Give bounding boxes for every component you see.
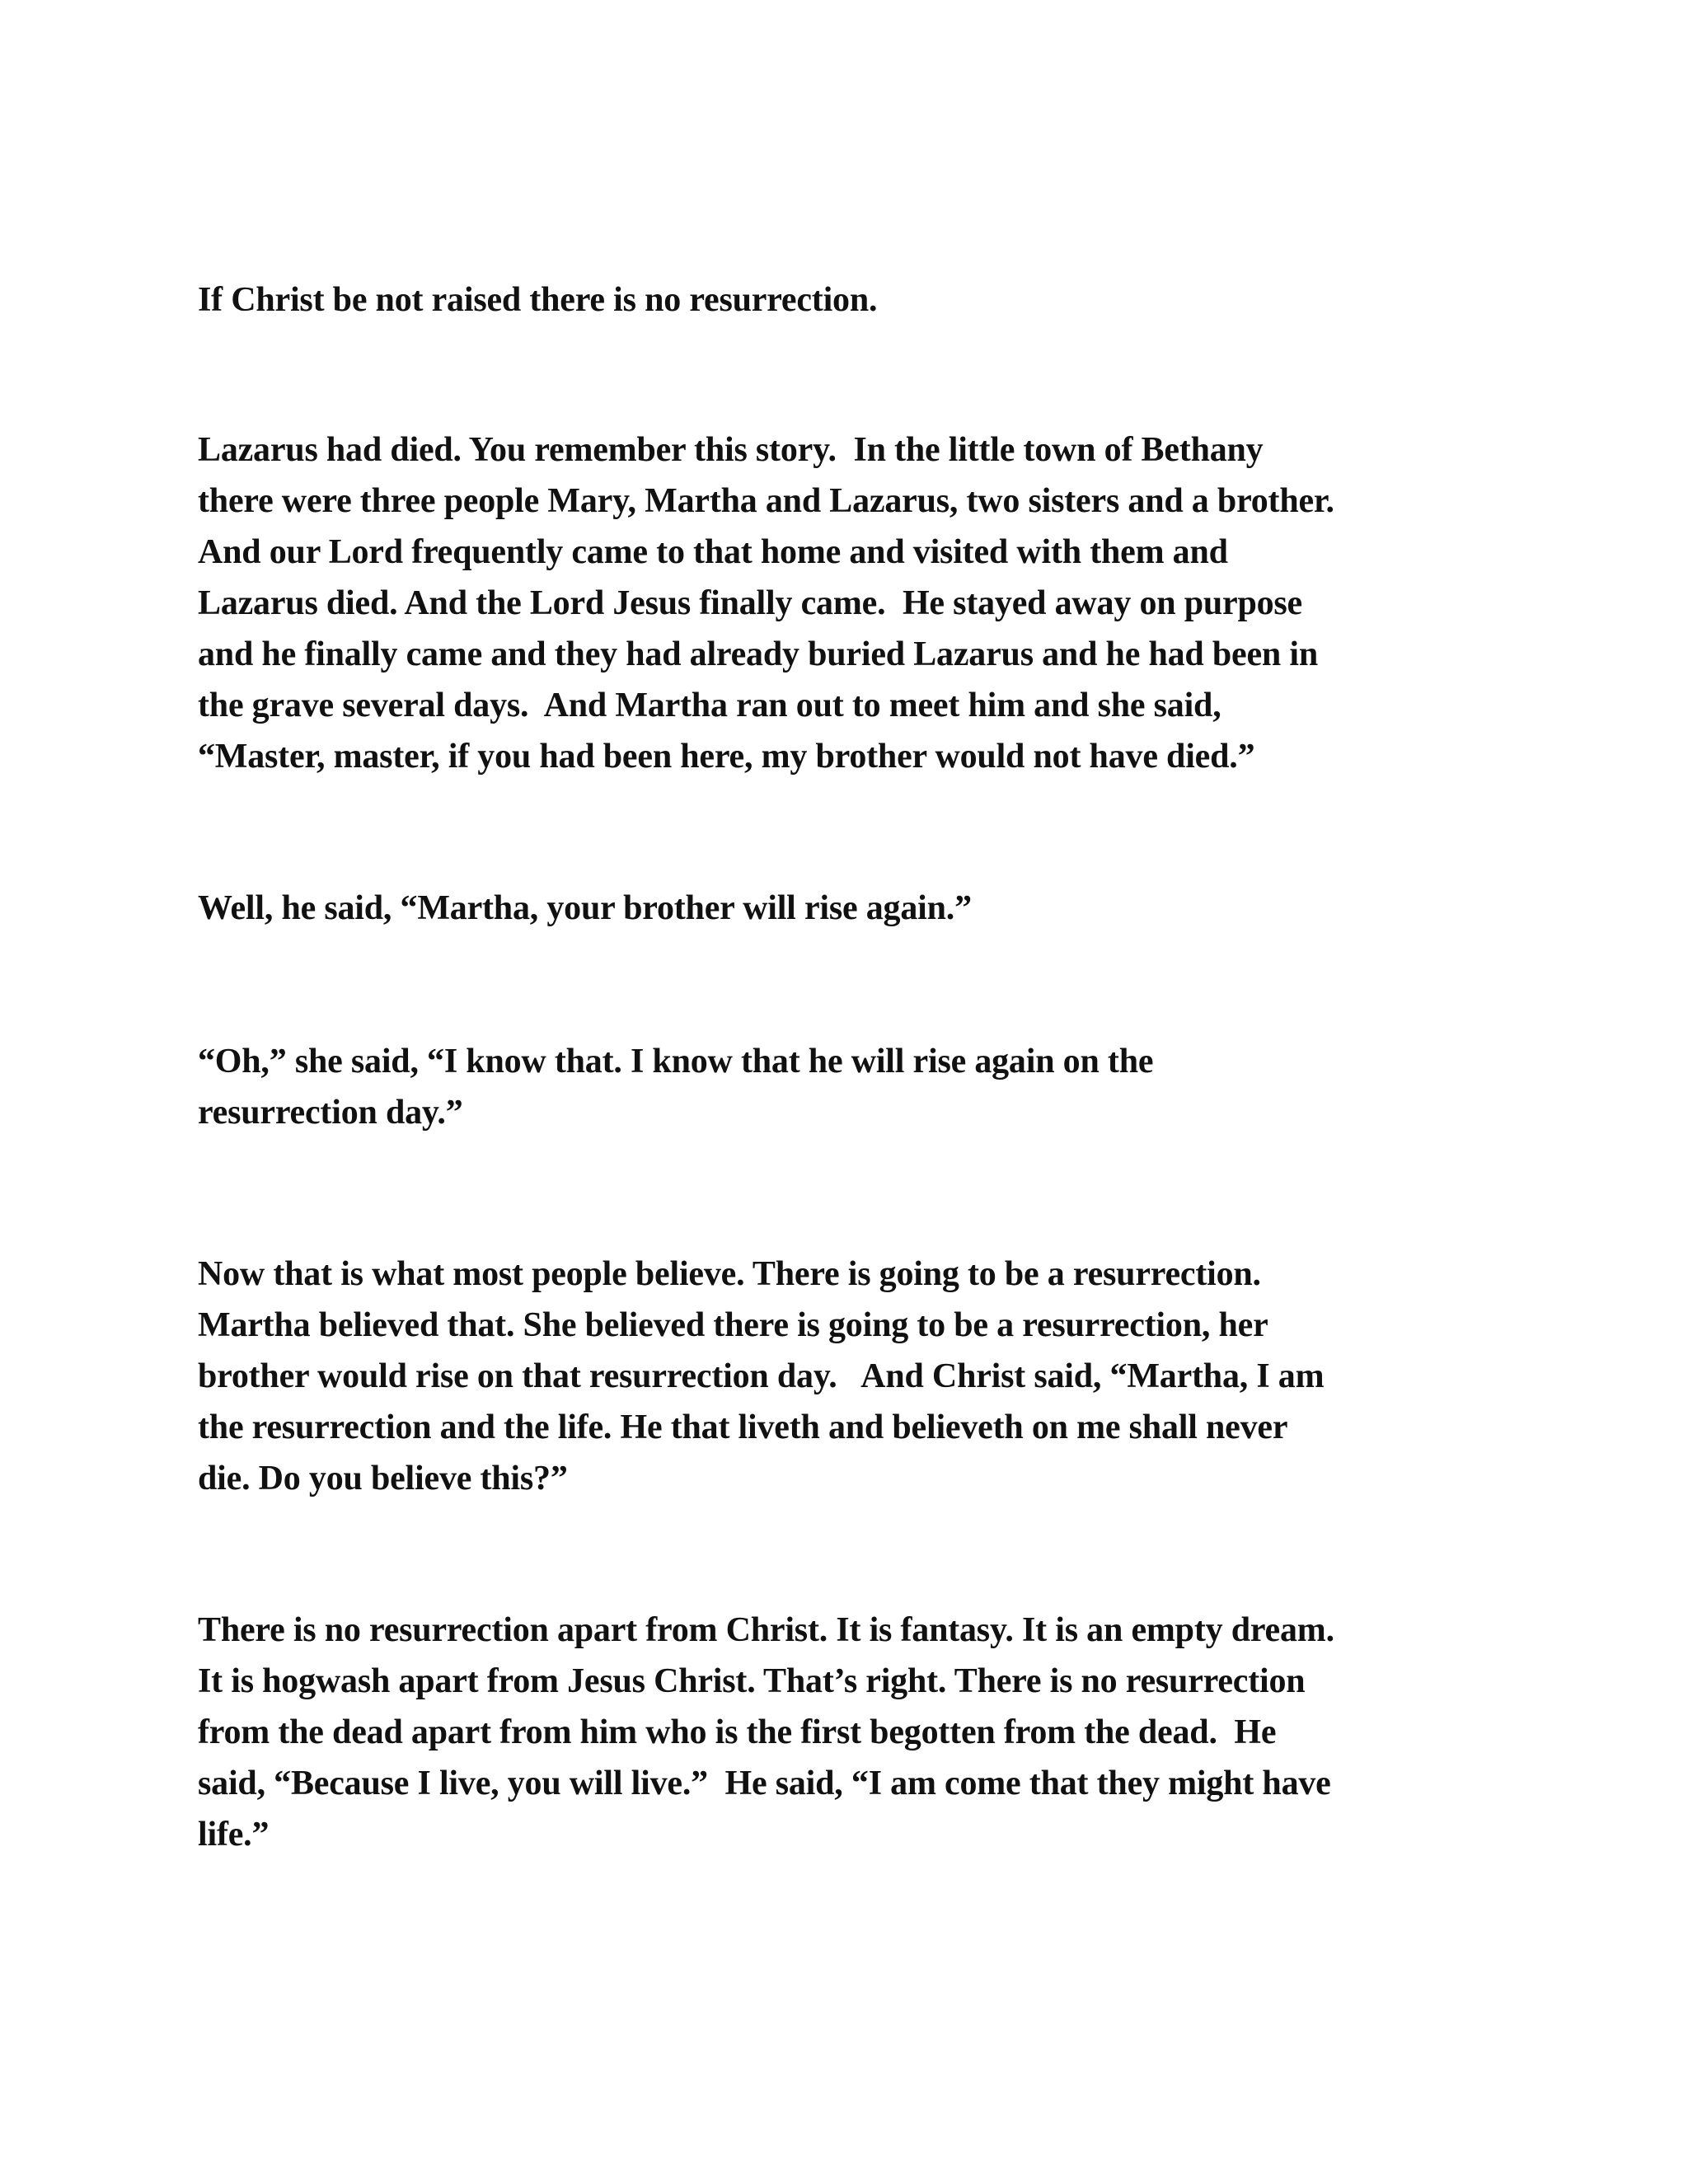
paragraph-2 [198, 424, 1533, 782]
text-line: the resurrection and the life. He that liveth and believeth on me shall never [198, 1408, 1288, 1446]
paragraph-6 [198, 1605, 1533, 1860]
text-line: and he finally came and they had already buried Lazarus and he had been in [198, 635, 1318, 673]
text-line: die. Do you believe this?” [198, 1460, 568, 1497]
text-line: Martha believed that. She believed there is going to be a resurrection, her [198, 1306, 1268, 1344]
paragraph-3 [198, 883, 1533, 934]
text-line: Well, he said, “Martha, your brother will rise again.” [198, 889, 972, 927]
text-line: It is hogwash apart from Jesus Christ. That’s right. There is no resurrection [198, 1662, 1306, 1700]
paragraph-4 [198, 1036, 1533, 1138]
text-line: the grave several days. And Martha ran out to meet him and she said, [198, 687, 1221, 724]
text-line: there were three people Mary, Martha and Lazarus, two sisters and a brother. [198, 482, 1334, 520]
text-line: Now that is what most people believe. There is going to be a resurrection. [198, 1255, 1261, 1293]
text-line: said, “Because I live, you will live.” He said, “I am come that they might have [198, 1765, 1331, 1802]
text-line: Lazarus died. And the Lord Jesus finally came. He stayed away on purpose [198, 584, 1303, 622]
text-line: Lazarus had died. You remember this story. In the little town of Bethany [198, 431, 1264, 469]
text-line: life.” [198, 1816, 270, 1854]
text-line: “Oh,” she said, “I know that. I know that he will rise again on the [198, 1043, 1154, 1080]
paragraph-1 [198, 274, 1533, 326]
text-line: from the dead apart from him who is the first begotten from the dead. He [198, 1713, 1277, 1751]
text-line: resurrection day.” [198, 1094, 463, 1132]
text-line: brother would rise on that resurrection day. And Christ said, “Martha, I am [198, 1357, 1325, 1395]
text-line: If Christ be not raised there is no resurrection. [198, 281, 878, 319]
paragraph-5 [198, 1249, 1533, 1504]
text-line: And our Lord frequently came to that home and visited with them and [198, 533, 1228, 571]
text-line: “Master, master, if you had been here, my brother would not have died.” [198, 738, 1255, 776]
text-line: There is no resurrection apart from Christ. It is fantasy. It is an empty dream. [198, 1611, 1334, 1649]
